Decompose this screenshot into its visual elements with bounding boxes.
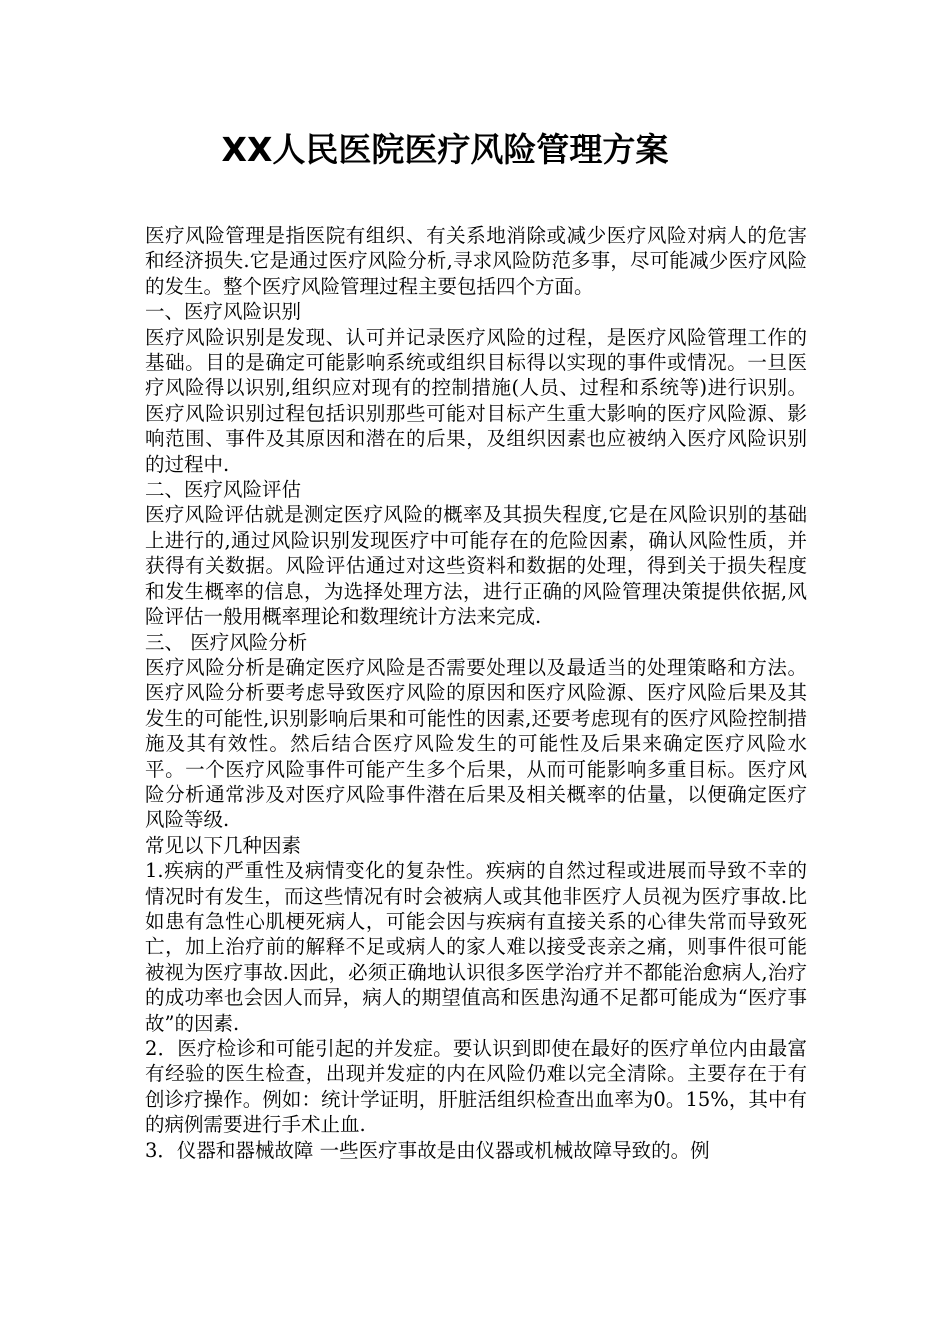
analysis-paragraph: 医疗风险分析是确定医疗风险是否需要处理以及最适当的处理策略和方法。医疗风险分析要考虑导致医疗风险的原因和医疗风险源、医疗风险后果及其发生的可能性,识别影响后果和可能性的因素,还要考虑现有的医疗风险控制措施及其有效性。然后结合医疗风险发生的可能性及后果来确定医疗风险水平。一个医疗风险事件可能产生多个后果，从而可能影响多重目标。医疗风险分析通常涉及对医疗风险事件潜在后果及相关概率的估量，以便确定医疗风险等级.	[145, 655, 807, 832]
section-heading-assessment: 二、医疗风险评估	[145, 478, 302, 502]
factor-1-paragraph: 1.疾病的严重性及病情变化的复杂性。疾病的自然过程或进展而导致不幸的情况时有发生，而这些情况有时会被病人或其他非医疗人员视为医疗事故.比如患有急性心肌梗死病人，可能会因与疾病有直接关系的心律失常而导致死亡，加上治疗前的解释不足或病人的家人难以接受丧亲之痛，则事件很可能被视为医疗事故.因此，必须正确地认识很多医学治疗并不都能治愈病人,治疗的成功率也会因人而异，病人的期望值高和医患沟通不足都可能成为“医疗事故”的因素.	[145, 859, 807, 1035]
factor-3-paragraph: 3．仪器和器械故障 一些医疗事故是由仪器或机械故障导致的。例	[145, 1138, 710, 1162]
assessment-paragraph: 医疗风险评估就是测定医疗风险的概率及其损失程度,它是在风险识别的基础上进行的,通过风险识别发现医疗中可能存在的危险因素，确认风险性质，并获得有关数据。风险评估通过对这些资料和数据的处理，得到关于损失程度和发生概率的信息，为选择处理方法，进行正确的风险管理决策提供依据,风险评估一般用概率理论和数理统计方法来完成.	[145, 503, 807, 629]
section-heading-analysis: 三、 医疗风险分析	[145, 630, 308, 654]
document-title: XX人民医院医疗风险管理方案	[221, 130, 669, 169]
factor-2-paragraph: 2．医疗检诊和可能引起的并发症。要认识到即使在最好的医疗单位内由最富有经验的医生检查，出现并发症的内在风险仍难以完全清除。主要存在于有创诊疗操作。例如：统计学证明，肝脏活组织检查出血率为0。15%，其中有的病例需要进行手术止血.	[145, 1037, 807, 1137]
document-body	[145, 223, 807, 1163]
factors-heading: 常见以下几种因素	[145, 833, 302, 857]
section-heading-identification: 一、医疗风险识别	[145, 300, 302, 324]
identification-paragraph: 医疗风险识别是发现、认可并记录医疗风险的过程，是医疗风险管理工作的基础。目的是确定可能影响系统或组织目标得以实现的事件或情况。一旦医疗风险得以识别,组织应对现有的控制措施(人员、过程和系统等)进行识别。医疗风险识别过程包括识别那些可能对目标产生重大影响的医疗风险源、影响范围、事件及其原因和潜在的后果，及组织因素也应被纳入医疗风险识别的过程中.	[145, 325, 807, 476]
intro-paragraph: 医疗风险管理是指医院有组织、有关系地消除或减少医疗风险对病人的危害和经济损失.它是通过医疗风险分析,寻求风险防范多事，尽可能减少医疗风险的发生。整个医疗风险管理过程主要包括四个方面。	[145, 224, 807, 298]
